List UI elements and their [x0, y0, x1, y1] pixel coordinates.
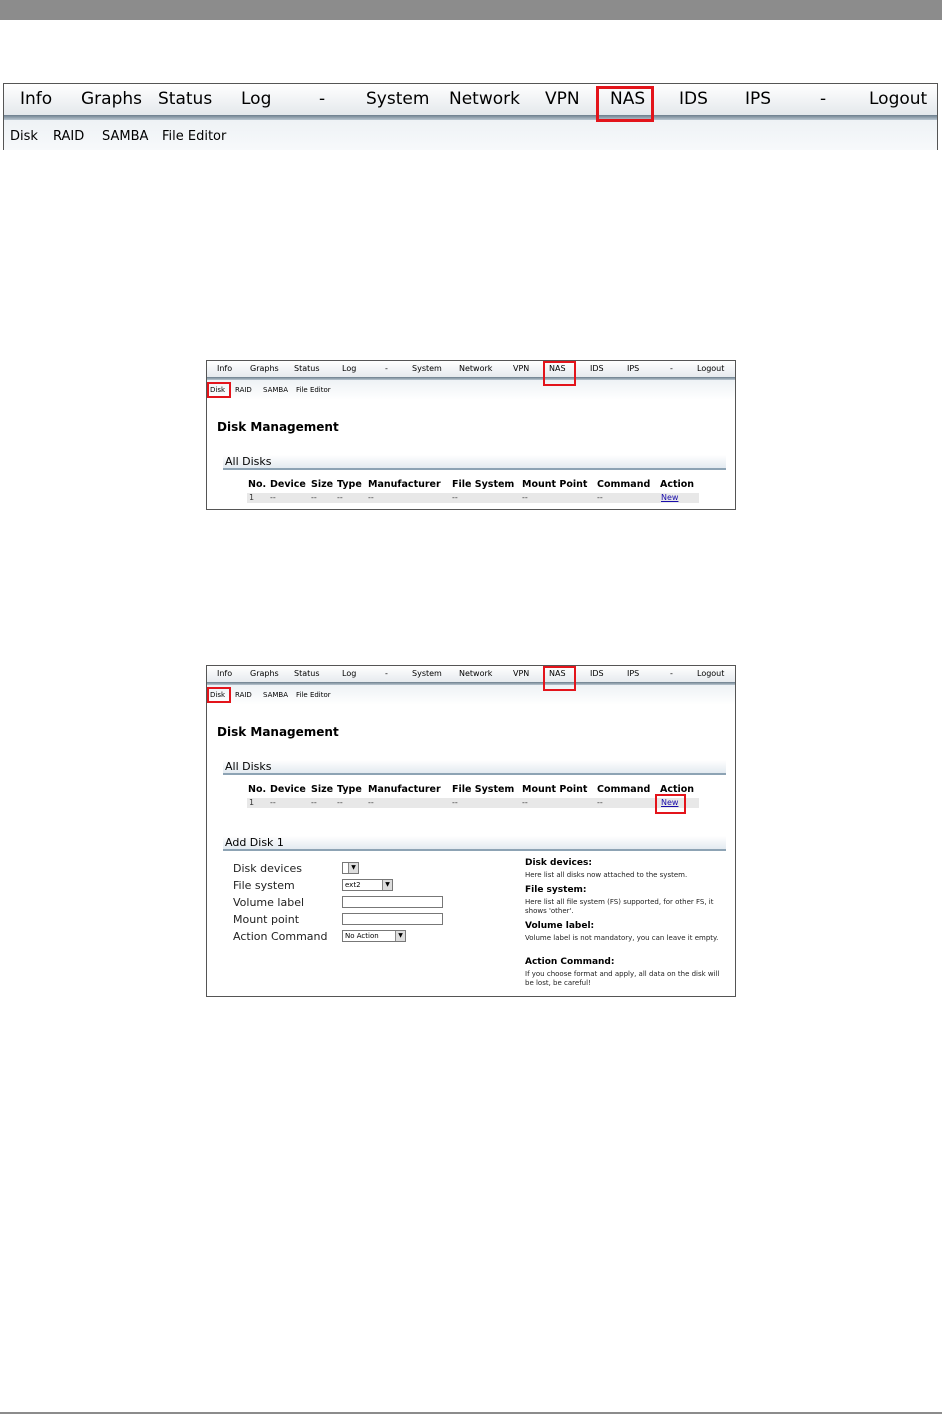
mini-main-menu: [207, 361, 735, 377]
col-header-no: No.: [248, 479, 267, 490]
help-text: Here list all file system (FS) supported, for other FS, it shows 'other'.: [525, 898, 714, 915]
sub-menu: [4, 120, 937, 150]
menu-item-vpn[interactable]: VPN: [545, 89, 580, 109]
menu-item-status[interactable]: Status: [294, 669, 320, 678]
col-header-mount-point: Mount Point: [522, 784, 588, 795]
disk-devices-select[interactable]: [342, 862, 359, 874]
submenu-item-disk[interactable]: Disk: [210, 386, 226, 394]
volume-label-label: Volume label: [233, 896, 305, 909]
menu-separator: -: [820, 89, 827, 109]
menu-item-status[interactable]: Status: [294, 364, 320, 373]
menu-item-system[interactable]: System: [366, 89, 430, 109]
new-link-highlight-box: [655, 794, 686, 814]
chevron-down-icon: ▼: [382, 880, 392, 890]
menu-item-log[interactable]: Log: [342, 364, 357, 373]
menu-item-graphs[interactable]: Graphs: [81, 89, 143, 109]
nas-highlight-box: [543, 666, 576, 691]
col-header-file-system: File System: [452, 479, 515, 490]
cell-no: 1: [249, 798, 255, 807]
menu-item-graphs[interactable]: Graphs: [250, 364, 279, 373]
menu-item-info[interactable]: Info: [217, 669, 233, 678]
submenu-item-disk[interactable]: Disk: [210, 691, 226, 699]
menu-item-network[interactable]: Network: [459, 364, 493, 373]
menu-item-ips[interactable]: IPS: [627, 669, 640, 678]
menu-item-log[interactable]: Log: [241, 89, 272, 109]
disk-management-screenshot: [206, 360, 736, 510]
col-header-device: Device: [270, 479, 306, 490]
nas-highlight-box: [543, 361, 576, 386]
action-command-select[interactable]: No Action ▼: [342, 930, 406, 942]
menu-item-vpn[interactable]: VPN: [513, 364, 530, 373]
cell-mount-point: --: [522, 798, 528, 807]
menu-item-ids[interactable]: IDS: [590, 669, 604, 678]
menu-item-ips[interactable]: IPS: [627, 364, 640, 373]
submenu-item-disk[interactable]: Disk: [10, 129, 38, 144]
help-title: File system:: [525, 885, 587, 895]
cell-device: --: [270, 798, 276, 807]
disk-devices-label: Disk devices: [233, 862, 302, 875]
submenu-item-samba[interactable]: SAMBA: [102, 129, 149, 144]
chevron-down-icon: ▼: [348, 863, 358, 873]
menu-separator: -: [670, 669, 673, 678]
mini-main-menu: [207, 666, 735, 682]
help-text: Volume label is not mandatory, you can leave it empty.: [525, 934, 719, 942]
menu-item-ips[interactable]: IPS: [745, 89, 772, 109]
menu-item-vpn[interactable]: VPN: [513, 669, 530, 678]
cell-command: --: [597, 798, 603, 807]
menu-item-ids[interactable]: IDS: [590, 364, 604, 373]
menu-separator: -: [385, 669, 388, 678]
submenu-item-raid[interactable]: RAID: [235, 386, 252, 394]
cell-manufacturer: --: [368, 798, 374, 807]
main-menu: [4, 84, 937, 115]
menu-item-logout[interactable]: Logout: [697, 364, 725, 373]
menu-item-info[interactable]: Info: [20, 89, 53, 109]
help-title: Volume label:: [525, 921, 595, 931]
cell-type: --: [337, 798, 343, 807]
menu-item-nas[interactable]: NAS: [549, 669, 566, 678]
col-header-size: Size: [311, 784, 334, 795]
page-title: Disk Management: [217, 420, 339, 434]
col-header-size: Size: [311, 479, 334, 490]
help-title: Action Command:: [525, 957, 615, 967]
menu-item-system[interactable]: System: [412, 364, 442, 373]
mount-point-input[interactable]: [342, 913, 443, 925]
submenu-item-file-editor[interactable]: File Editor: [162, 129, 227, 144]
menu-separator: -: [385, 364, 388, 373]
submenu-item-samba[interactable]: SAMBA: [263, 386, 288, 394]
help-text: If you choose format and apply, all data on the disk will be lost, be careful!: [525, 970, 720, 987]
col-header-manufacturer: Manufacturer: [368, 784, 441, 795]
menu-item-logout[interactable]: Logout: [869, 89, 928, 109]
menu-item-log[interactable]: Log: [342, 669, 357, 678]
submenu-item-file-editor[interactable]: File Editor: [296, 386, 331, 394]
col-header-type: Type: [337, 479, 362, 490]
help-text: Here list all disks now attached to the system.: [525, 871, 688, 879]
menu-item-system[interactable]: System: [412, 669, 442, 678]
page-title: Disk Management: [217, 725, 339, 739]
add-disk-section-header: Add Disk 1: [223, 836, 726, 851]
action-command-label: Action Command: [233, 930, 328, 943]
submenu-item-raid[interactable]: RAID: [53, 129, 85, 144]
submenu-item-file-editor[interactable]: File Editor: [296, 691, 331, 699]
file-system-label: File system: [233, 879, 295, 892]
cell-mount-point: --: [522, 493, 528, 502]
col-header-mount-point: Mount Point: [522, 479, 588, 490]
menu-item-logout[interactable]: Logout: [697, 669, 725, 678]
col-header-action: Action: [660, 479, 695, 490]
col-header-file-system: File System: [452, 784, 515, 795]
cell-file-system: --: [452, 798, 458, 807]
file-system-select[interactable]: ext2 ▼: [342, 879, 393, 891]
submenu-item-samba[interactable]: SAMBA: [263, 691, 288, 699]
disk-highlight-box: [207, 687, 231, 703]
col-header-type: Type: [337, 784, 362, 795]
new-disk-link[interactable]: New: [661, 493, 679, 502]
cell-file-system: --: [452, 493, 458, 502]
document-footer-line: [0, 1412, 942, 1414]
main-navigation-bar: [3, 83, 938, 150]
all-disks-section-header: All Disks: [223, 760, 726, 775]
col-header-no: No.: [248, 784, 267, 795]
cell-device: --: [270, 493, 276, 502]
menu-separator: -: [319, 89, 326, 109]
cell-size: --: [311, 798, 317, 807]
col-header-command: Command: [597, 479, 651, 490]
document-header-bar: [0, 0, 942, 20]
col-header-device: Device: [270, 784, 306, 795]
disk-highlight-box: [207, 382, 231, 398]
cell-no: 1: [249, 493, 255, 502]
cell-type: --: [337, 493, 343, 502]
nas-highlight-box: [596, 86, 654, 122]
volume-label-input[interactable]: [342, 896, 443, 908]
menu-item-status[interactable]: Status: [158, 89, 213, 109]
menu-item-network[interactable]: Network: [449, 89, 520, 109]
col-header-manufacturer: Manufacturer: [368, 479, 441, 490]
all-disks-section-header: All Disks: [223, 455, 726, 470]
chevron-down-icon: ▼: [395, 931, 405, 941]
menu-item-nas[interactable]: NAS: [549, 364, 566, 373]
menu-item-info[interactable]: Info: [217, 364, 233, 373]
menu-item-network[interactable]: Network: [459, 669, 493, 678]
cell-manufacturer: --: [368, 493, 374, 502]
menu-item-nas[interactable]: NAS: [610, 89, 646, 109]
menu-item-graphs[interactable]: Graphs: [250, 669, 279, 678]
menu-item-ids[interactable]: IDS: [679, 89, 708, 109]
mount-point-label: Mount point: [233, 913, 300, 926]
cell-command: --: [597, 493, 603, 502]
col-header-command: Command: [597, 784, 651, 795]
cell-size: --: [311, 493, 317, 502]
new-disk-link[interactable]: New: [661, 798, 679, 807]
col-header-action: Action: [660, 784, 695, 795]
menu-separator: -: [670, 364, 673, 373]
add-disk-screenshot: [206, 665, 736, 997]
submenu-item-raid[interactable]: RAID: [235, 691, 252, 699]
help-title: Disk devices:: [525, 858, 592, 868]
